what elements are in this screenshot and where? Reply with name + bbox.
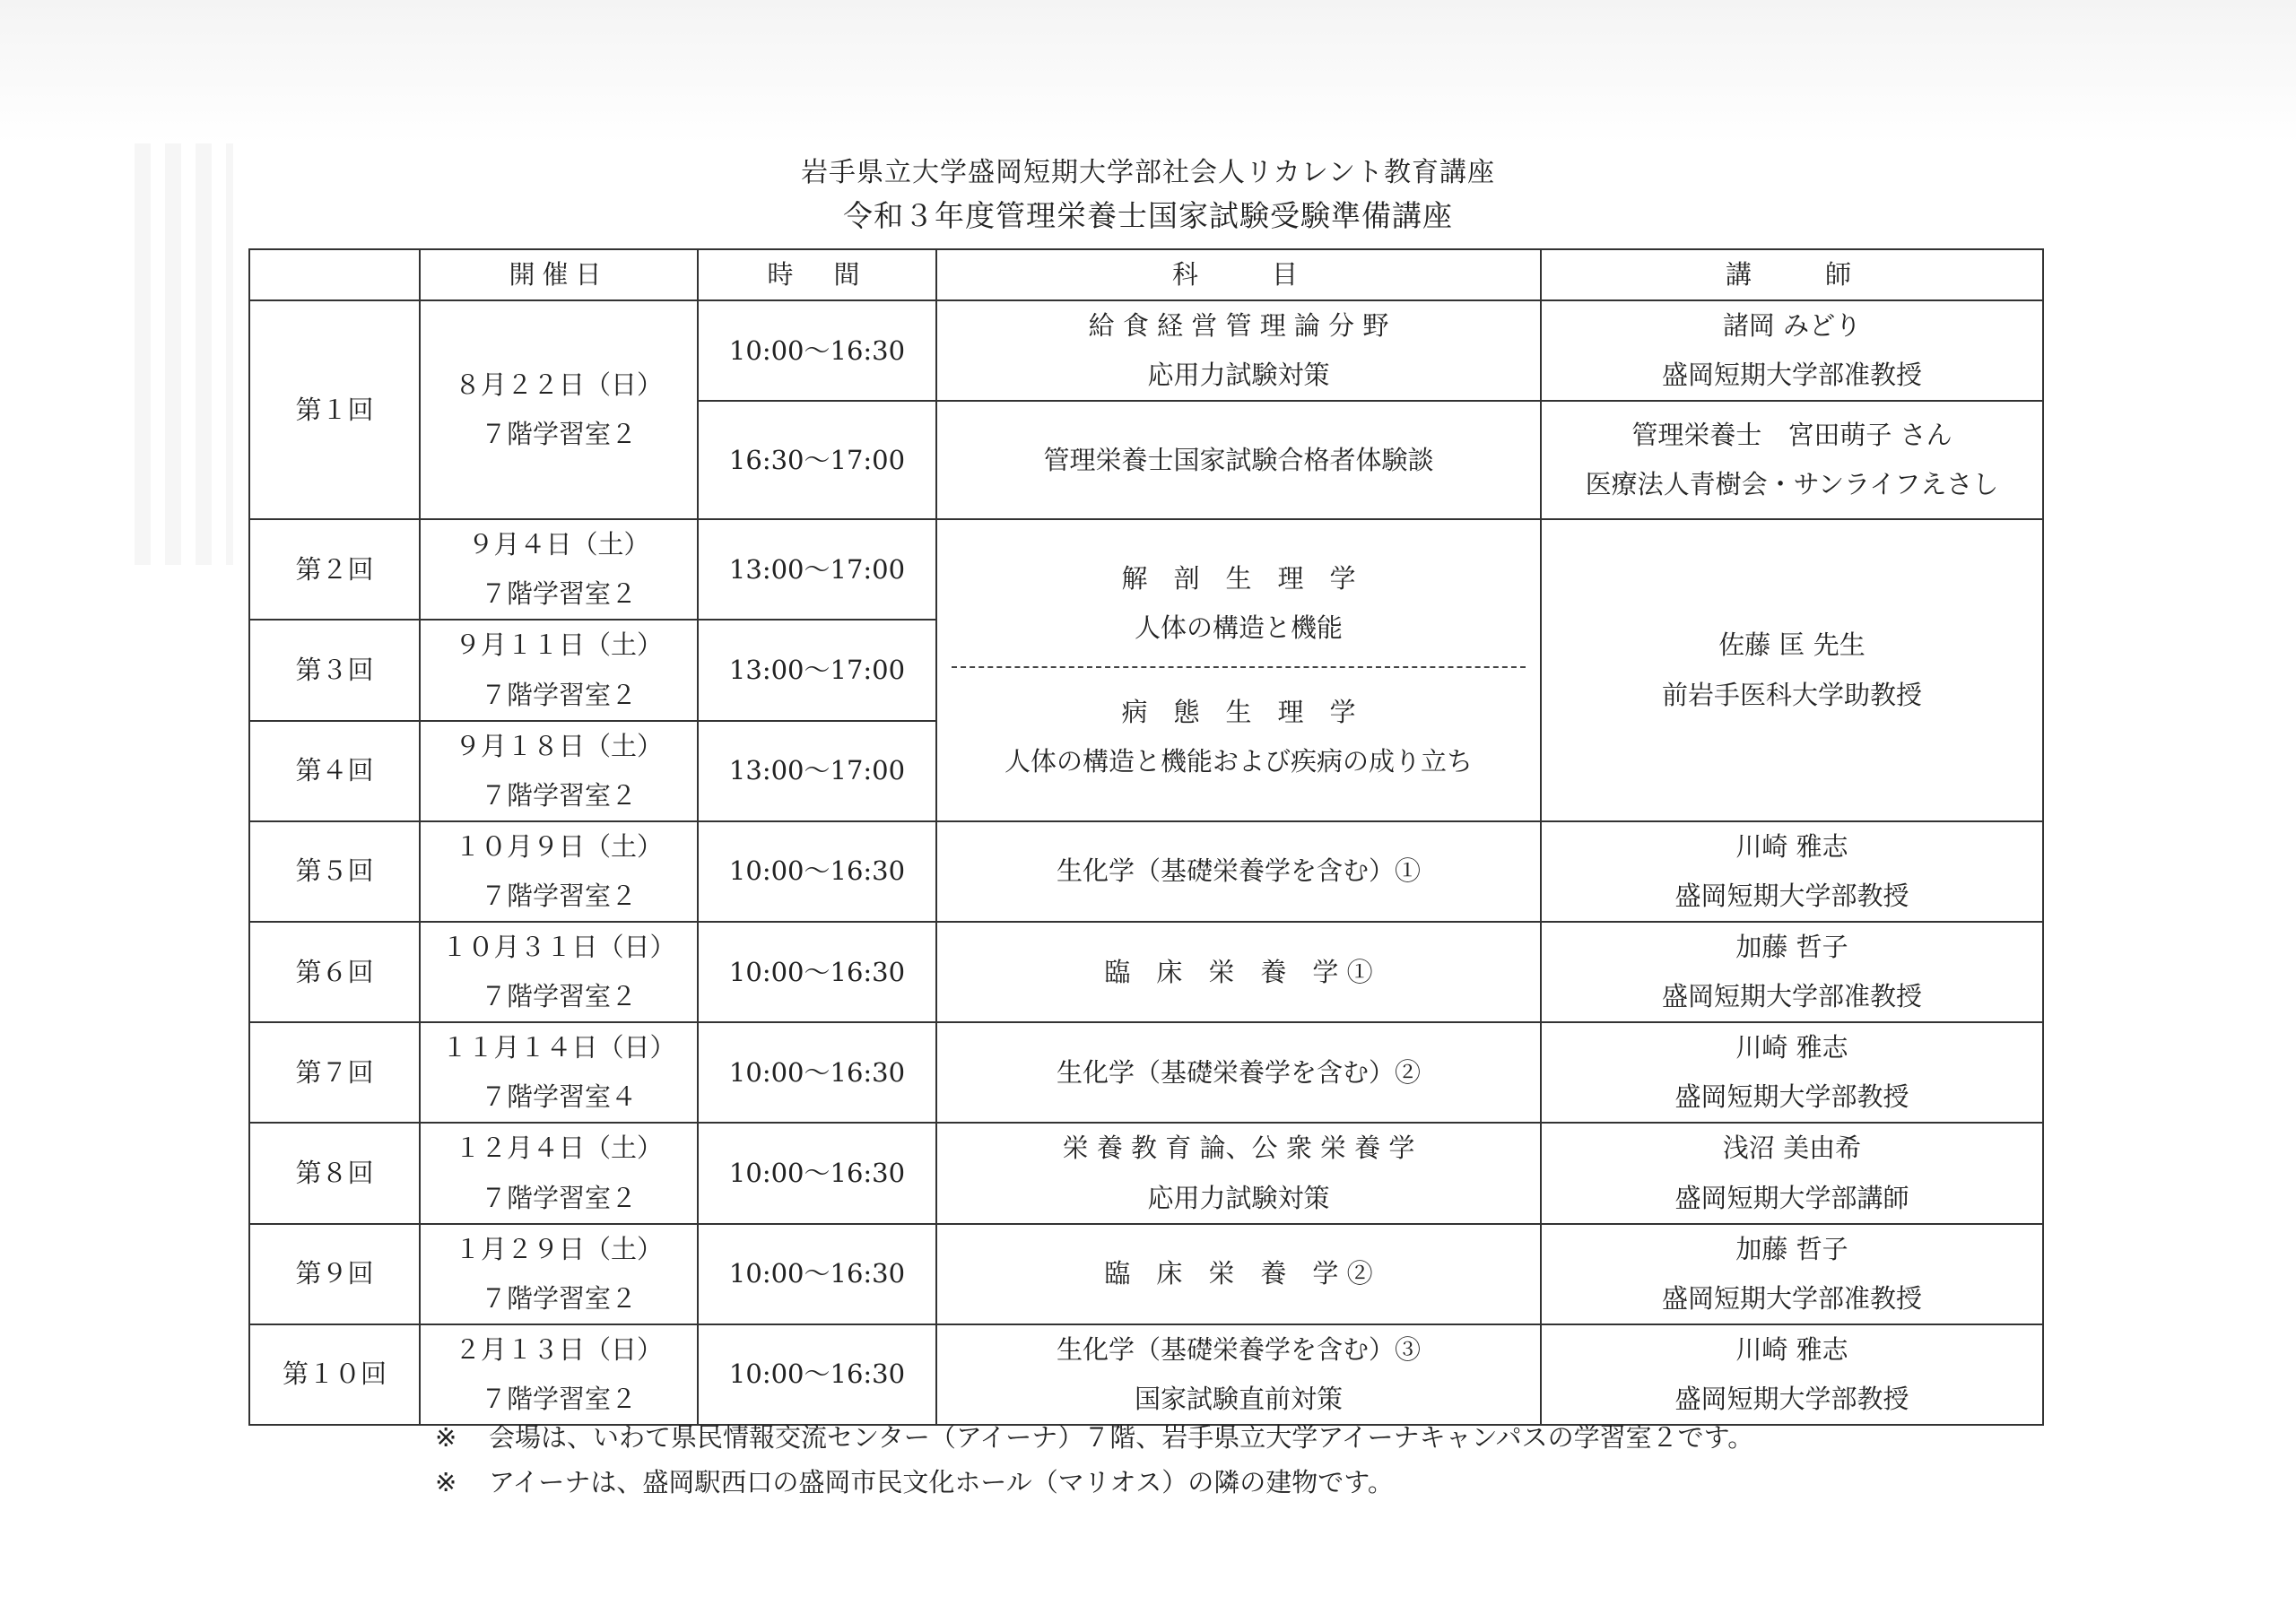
footnote-text: アイーナは、盛岡駅西口の盛岡市民文化ホール（マリオス）の隣の建物です。 xyxy=(489,1467,1394,1497)
subject-cell xyxy=(936,1123,1541,1223)
table-row xyxy=(249,519,2043,620)
footnote xyxy=(435,1460,1753,1505)
time-cell: 10:00～16:30 xyxy=(698,1224,936,1324)
subject-line: 解 剖 生 理 学 xyxy=(1121,563,1356,595)
room: ７階学習室２ xyxy=(480,419,637,450)
subject-cell xyxy=(936,300,1541,401)
lecturer-affiliation: 盛岡短期大学部教授 xyxy=(1674,1081,1909,1113)
lecturer-name: 川崎 雅志 xyxy=(1735,1032,1848,1063)
lecturer-affiliation: 盛岡短期大学部准教授 xyxy=(1661,1282,1922,1314)
subject-line: 給 食 経 営 管 理 論 分 野 xyxy=(1088,310,1389,342)
time-cell: 10:00～16:30 xyxy=(698,1123,936,1223)
date-cell xyxy=(420,300,698,519)
reference-mark: ※ xyxy=(435,1422,457,1453)
lecturer-affiliation: 医療法人青樹会・サンライフえさし xyxy=(1585,469,1999,500)
session-cell: 第４回 xyxy=(249,721,420,821)
header-subject: 科 目 xyxy=(936,249,1541,300)
time-cell: 13:00～17:00 xyxy=(698,519,936,620)
session-cell: 第１回 xyxy=(249,300,420,519)
subject-cell: 臨 床 栄 養 学 ① xyxy=(936,922,1541,1022)
session-cell: 第２回 xyxy=(249,519,420,620)
lecturer-affiliation: 盛岡短期大学部准教授 xyxy=(1661,360,1922,391)
date: ８月２２日（日） xyxy=(454,369,663,401)
lecturer-name: 川崎 雅志 xyxy=(1735,1333,1848,1365)
subject-line: 病 態 生 理 学 xyxy=(1121,696,1356,727)
date: １０月３１日（日） xyxy=(441,932,676,963)
room: ７階学習室４ xyxy=(480,1081,637,1113)
lecturer-name: 川崎 雅志 xyxy=(1735,830,1848,862)
document-header xyxy=(0,152,2296,239)
session-cell: 第７回 xyxy=(249,1022,420,1123)
session-cell: 第１０回 xyxy=(249,1324,420,1425)
subject-line: 人体の構造と機能および疾病の成り立ち xyxy=(1004,745,1473,777)
date: １２月４日（土） xyxy=(454,1133,663,1164)
time-cell: 10:00～16:30 xyxy=(698,922,936,1022)
lecturer-name: 加藤 哲子 xyxy=(1735,932,1848,963)
lecturer-affiliation: 盛岡短期大学部准教授 xyxy=(1661,981,1922,1012)
date: １月２９日（土） xyxy=(454,1233,663,1264)
time-cell: 10:00～16:30 xyxy=(698,821,936,922)
lecturer-name: 佐藤 匡 先生 xyxy=(1718,629,1866,661)
subject-line: 人体の構造と機能 xyxy=(1134,612,1343,644)
lecturer-affiliation: 前岩手医科大学助教授 xyxy=(1661,679,1922,710)
time-cell: 13:00～17:00 xyxy=(698,721,936,821)
room: ７階学習室２ xyxy=(480,880,637,911)
time-cell: 13:00～17:00 xyxy=(698,620,936,720)
subject-cell: 管理栄養士国家試験合格者体験談 xyxy=(936,401,1541,519)
date: ９月１８日（土） xyxy=(454,730,663,761)
lecturer-cell xyxy=(1541,300,2043,401)
table-row xyxy=(249,1324,2043,1425)
date-cell xyxy=(420,821,698,922)
lecturer-cell xyxy=(1541,1324,2043,1425)
time-cell: 10:00～16:30 xyxy=(698,1022,936,1123)
time-cell: 16:30～17:00 xyxy=(698,401,936,519)
table-row xyxy=(249,922,2043,1022)
subject-cell: 臨 床 栄 養 学 ② xyxy=(936,1224,1541,1324)
subject-cell xyxy=(936,1324,1541,1425)
session-cell: 第９回 xyxy=(249,1224,420,1324)
subject-line: 応用力試験対策 xyxy=(1147,1182,1330,1213)
date: １１月１４日（日） xyxy=(441,1032,676,1063)
date-cell xyxy=(420,1022,698,1123)
date: ９月１１日（土） xyxy=(454,629,663,661)
lecturer-cell-merged xyxy=(1541,519,2043,821)
reference-mark: ※ xyxy=(435,1467,457,1497)
scan-edge-shadow xyxy=(0,0,2296,143)
room: ７階学習室２ xyxy=(480,679,637,710)
room: ７階学習室２ xyxy=(480,1182,637,1213)
lecturer-affiliation: 盛岡短期大学部講師 xyxy=(1674,1182,1909,1213)
date-cell xyxy=(420,1123,698,1223)
session-cell: 第８回 xyxy=(249,1123,420,1223)
table-row xyxy=(249,1022,2043,1123)
dashed-divider xyxy=(952,666,1526,668)
lecturer-cell xyxy=(1541,922,2043,1022)
footnote xyxy=(435,1415,1753,1460)
table-row xyxy=(249,1224,2043,1324)
room: ７階学習室２ xyxy=(480,981,637,1012)
header-session xyxy=(249,249,420,300)
table-row xyxy=(249,300,2043,401)
time-cell: 10:00～16:30 xyxy=(698,300,936,401)
room: ７階学習室２ xyxy=(480,779,637,811)
lecturer-affiliation: 盛岡短期大学部教授 xyxy=(1674,880,1909,911)
title-line2: 令和３年度管理栄養士国家試験受験準備講座 xyxy=(843,198,1453,233)
table-row xyxy=(249,1123,2043,1223)
lecturer-cell xyxy=(1541,401,2043,519)
lecturer-cell xyxy=(1541,821,2043,922)
date: ２月１３日（日） xyxy=(454,1333,663,1365)
table-header-row xyxy=(249,249,2043,300)
lecturer-name: 管理栄養士 宮田萌子 さん xyxy=(1631,420,1952,451)
header-time: 時 間 xyxy=(698,249,936,300)
lecturer-name: 諸岡 みどり xyxy=(1722,310,1862,342)
session-cell: 第５回 xyxy=(249,821,420,922)
subject-cell: 生化学（基礎栄養学を含む）② xyxy=(936,1022,1541,1123)
room: ７階学習室２ xyxy=(480,1383,637,1414)
subject-line: 国家試験直前対策 xyxy=(1134,1383,1343,1414)
date-cell xyxy=(420,922,698,1022)
subject-line: 栄 養 教 育 論、公 衆 栄 養 学 xyxy=(1062,1133,1415,1164)
subject-cell: 生化学（基礎栄養学を含む）① xyxy=(936,821,1541,922)
room: ７階学習室２ xyxy=(480,578,637,610)
date-cell xyxy=(420,519,698,620)
lecturer-cell xyxy=(1541,1224,2043,1324)
subject-cell-merged xyxy=(936,519,1541,821)
session-cell: 第６回 xyxy=(249,922,420,1022)
date-cell xyxy=(420,1224,698,1324)
lecturer-cell xyxy=(1541,1022,2043,1123)
date-cell xyxy=(420,620,698,720)
schedule-table xyxy=(248,248,2044,1426)
date: １０月９日（土） xyxy=(454,830,663,862)
session-cell: 第３回 xyxy=(249,620,420,720)
table-row xyxy=(249,821,2043,922)
date-cell xyxy=(420,1324,698,1425)
lecturer-affiliation: 盛岡短期大学部教授 xyxy=(1674,1383,1909,1414)
header-lecturer: 講 師 xyxy=(1541,249,2043,300)
footnotes xyxy=(435,1415,1753,1505)
date-cell xyxy=(420,721,698,821)
date: ９月４日（土） xyxy=(467,529,650,560)
title-line1: 岩手県立大学盛岡短期大学部社会人リカレント教育講座 xyxy=(801,157,1495,188)
time-cell: 10:00～16:30 xyxy=(698,1324,936,1425)
lecturer-name: 浅沼 美由希 xyxy=(1722,1133,1862,1164)
subject-line: 生化学（基礎栄養学を含む）③ xyxy=(1056,1333,1421,1365)
subject-line: 応用力試験対策 xyxy=(1147,360,1330,391)
room: ７階学習室２ xyxy=(480,1282,637,1314)
lecturer-name: 加藤 哲子 xyxy=(1735,1233,1848,1264)
lecturer-cell xyxy=(1541,1123,2043,1223)
header-date: 開催日 xyxy=(420,249,698,300)
footnote-text: 会場は、いわて県民情報交流センター（アイーナ）７階、岩手県立大学アイーナキャンパスの学習室２です。 xyxy=(489,1422,1754,1453)
